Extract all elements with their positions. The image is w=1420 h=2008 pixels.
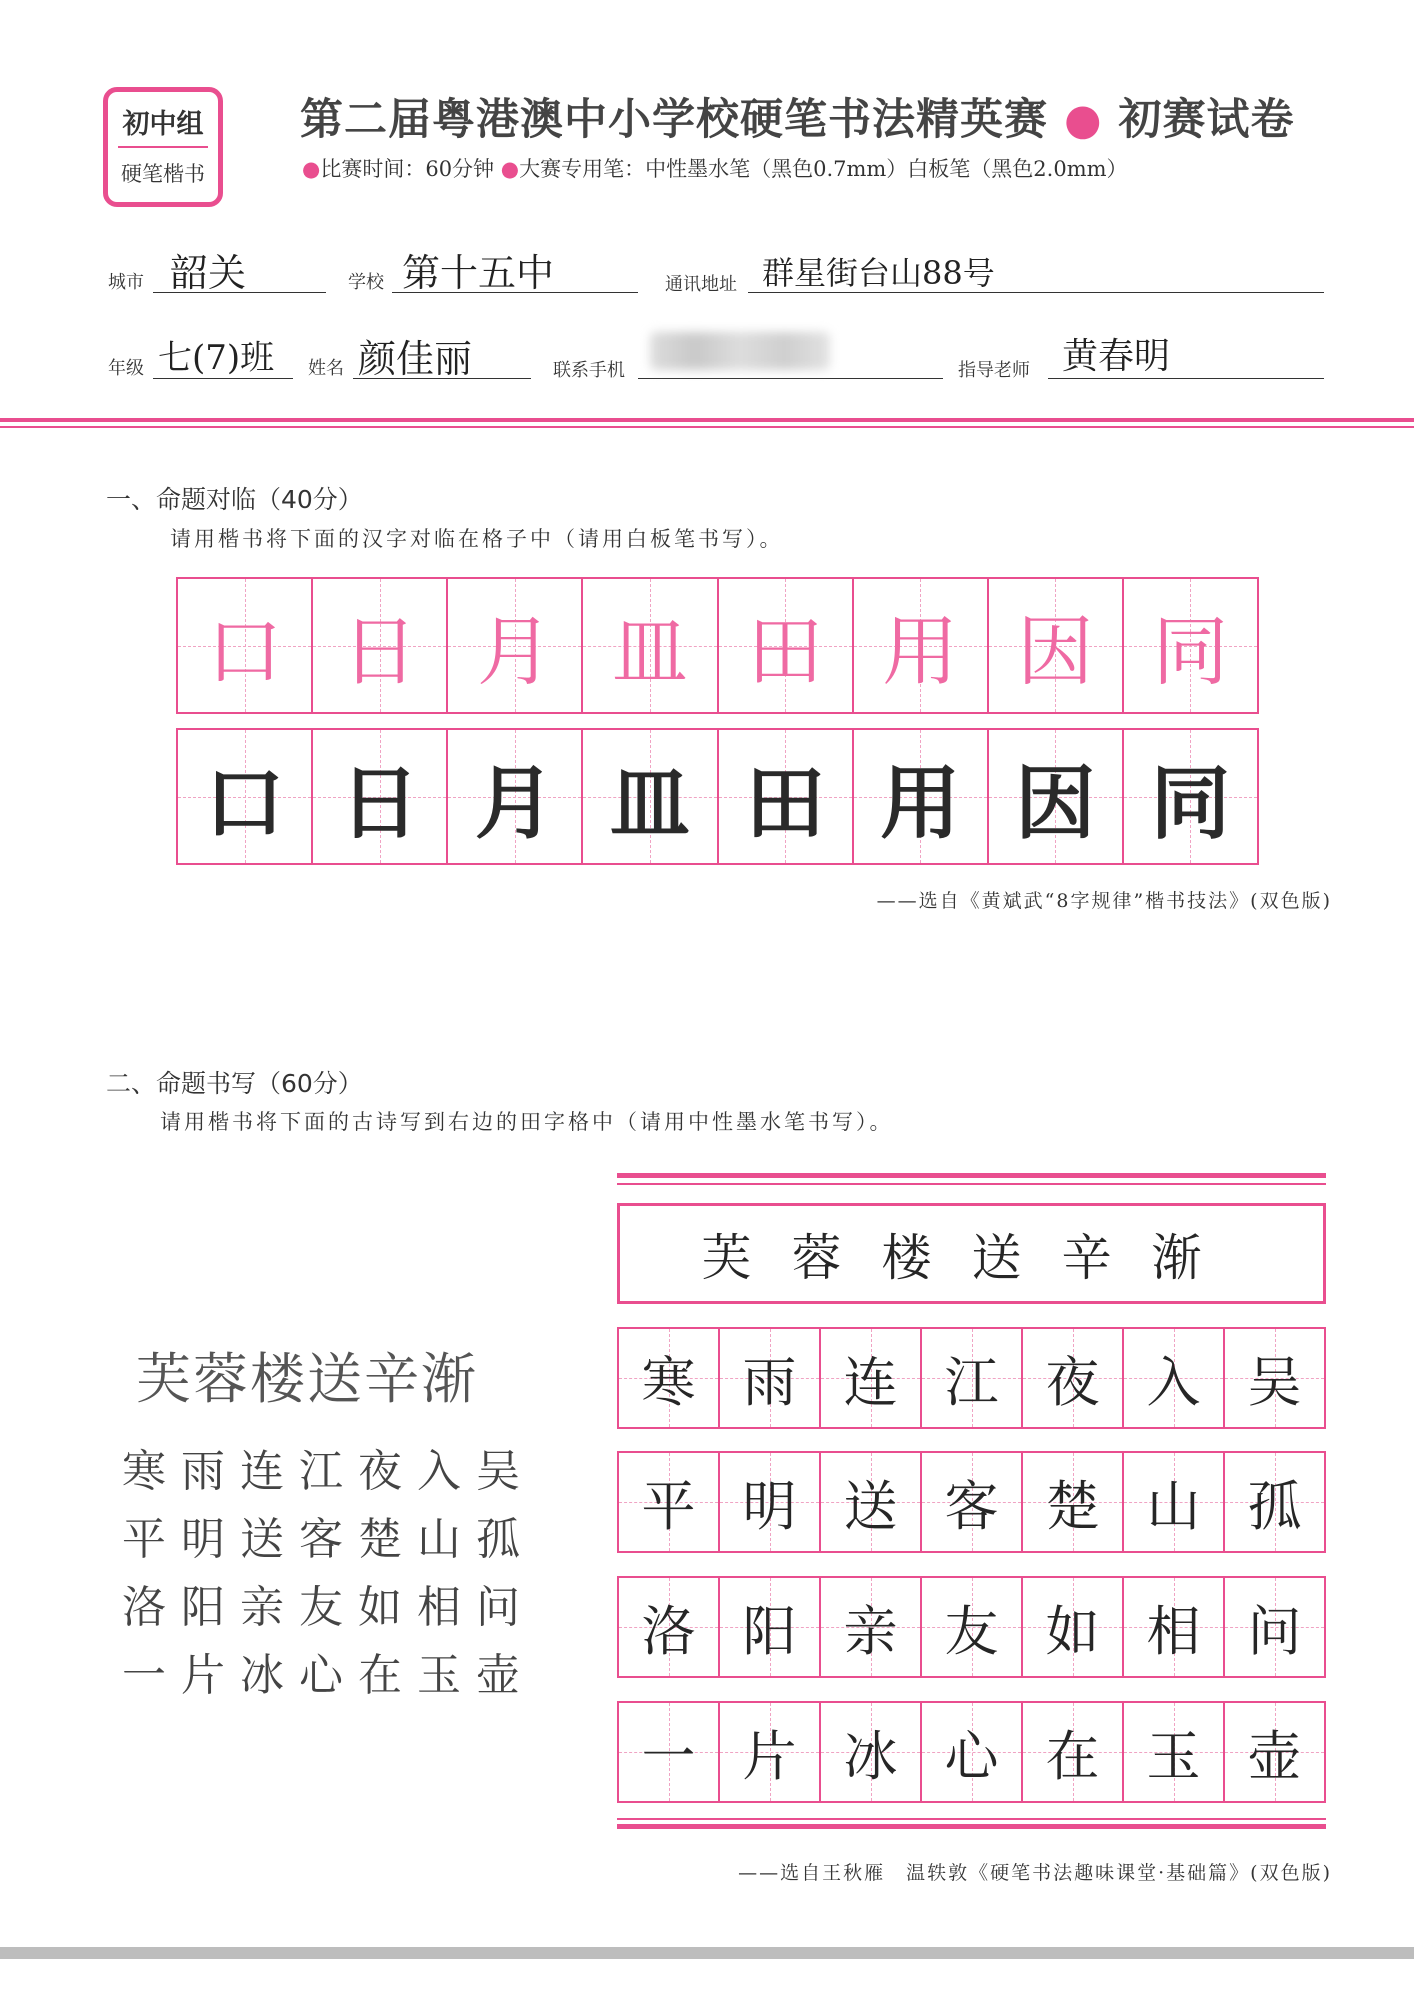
poem-cell[interactable]: [1023, 1453, 1124, 1551]
answer-cell[interactable]: [583, 730, 718, 863]
model-char: 皿: [611, 607, 688, 696]
written-char: 友: [944, 1599, 999, 1663]
poem-cell[interactable]: [922, 1329, 1023, 1427]
written-char: 田: [745, 757, 826, 850]
section1-source: ——选自《黄斌武“8字规律”楷书技法》(双色版): [876, 890, 1332, 912]
footer-bar: [0, 1947, 1414, 1959]
model-char: 口: [206, 607, 283, 696]
written-char: 片: [742, 1724, 797, 1788]
poem-cell[interactable]: [720, 1453, 821, 1551]
answer-cell[interactable]: [719, 730, 854, 863]
poem-line: 一片冰心在玉壶: [122, 1650, 535, 1701]
poem-cell[interactable]: [1225, 1329, 1324, 1427]
poem-cell[interactable]: [720, 1329, 821, 1427]
address-label: 通讯地址: [665, 274, 737, 295]
page-subtitle: [302, 153, 1128, 183]
section1-instruction: 请用楷书将下面的汉字对临在格子中（请用白板笔书写）。: [170, 527, 784, 551]
written-title: 芙蓉楼送辛渐: [701, 1228, 1242, 1287]
poem-cell[interactable]: [922, 1578, 1023, 1676]
city-field[interactable]: 韶关: [170, 251, 247, 295]
title-dot: ●: [1048, 95, 1119, 145]
written-char: 明: [742, 1474, 797, 1538]
written-char: 亲: [843, 1599, 898, 1663]
model-char: 同: [1152, 607, 1229, 696]
poem-cell[interactable]: [1225, 1578, 1324, 1676]
poem-cell[interactable]: [1225, 1453, 1324, 1551]
written-char: 如: [1045, 1599, 1100, 1663]
city-label: 城市: [108, 272, 144, 293]
model-char: 用: [882, 607, 959, 696]
written-char: 用: [880, 757, 961, 850]
written-char: 问: [1247, 1599, 1302, 1663]
grid-bottom-bar-thin: [617, 1818, 1326, 1820]
answer-cell[interactable]: [313, 730, 448, 863]
group-badge: [103, 87, 223, 207]
poem-cell[interactable]: [1124, 1703, 1225, 1801]
model-cell: [583, 579, 718, 712]
poem-cell[interactable]: [1124, 1329, 1225, 1427]
written-char: 日: [339, 757, 420, 850]
written-char: 同: [1150, 757, 1231, 850]
written-title-box[interactable]: [617, 1203, 1326, 1304]
written-char: 阳: [742, 1599, 797, 1663]
page-title: [300, 86, 1294, 147]
poem-cell[interactable]: [1225, 1703, 1324, 1801]
poem-cell[interactable]: [821, 1703, 922, 1801]
poem-line: 洛阳亲友如相问: [122, 1582, 535, 1633]
model-cell: [989, 579, 1124, 712]
written-char: 夜: [1045, 1350, 1100, 1414]
answer-cell[interactable]: [989, 730, 1124, 863]
model-cell: [719, 579, 854, 712]
written-char: 洛: [641, 1599, 696, 1663]
poem-cell[interactable]: [619, 1703, 720, 1801]
poem-cell[interactable]: [821, 1329, 922, 1427]
model-char-row: [176, 577, 1259, 714]
phone-label: 联系手机: [553, 360, 625, 381]
answer-cell[interactable]: [854, 730, 989, 863]
poem-cell[interactable]: [619, 1453, 720, 1551]
poem-cell[interactable]: [821, 1453, 922, 1551]
written-char: 客: [944, 1474, 999, 1538]
poem-cell[interactable]: [1124, 1453, 1225, 1551]
poem-cell[interactable]: [720, 1578, 821, 1676]
bullet-icon: ●: [500, 157, 520, 181]
written-char: 雨: [742, 1350, 797, 1414]
model-cell: [854, 579, 989, 712]
grid-top-bar: [617, 1173, 1326, 1178]
badge-group: 初中组: [122, 109, 204, 140]
answer-cell[interactable]: [178, 730, 313, 863]
bullet-icon: ●: [302, 157, 321, 181]
model-cell: [178, 579, 313, 712]
badge-category: 硬笔楷书: [121, 162, 205, 186]
written-char: 一: [641, 1724, 696, 1788]
written-char: 冰: [843, 1724, 898, 1788]
answer-cell[interactable]: [448, 730, 583, 863]
teacher-label: 指导老师: [958, 360, 1030, 381]
poem-line: 寒雨连江夜入吴: [122, 1446, 535, 1497]
school-label: 学校: [348, 272, 384, 293]
poem-grid-row: [617, 1451, 1326, 1553]
poem-cell[interactable]: [720, 1703, 821, 1801]
model-cell: [313, 579, 448, 712]
grade-field[interactable]: 七(7)班: [158, 338, 275, 378]
subtitle-pen: 大赛专用笔：中性墨水笔（黑色0.7mm）白板笔（黑色2.0mm）: [519, 157, 1128, 181]
teacher-field[interactable]: 黄春明: [1062, 336, 1171, 377]
written-char: 皿: [609, 757, 690, 850]
written-char: 连: [843, 1350, 898, 1414]
written-char: 玉: [1146, 1724, 1201, 1788]
title-suffix: 初赛试卷: [1118, 95, 1295, 145]
poem-grid-row: [617, 1701, 1326, 1803]
badge-divider: [118, 146, 208, 148]
poem-cell[interactable]: [619, 1329, 720, 1427]
school-field[interactable]: 第十五中: [402, 251, 555, 295]
answer-char-row: [176, 728, 1259, 865]
subtitle-time: 比赛时间：60分钟: [320, 157, 495, 181]
written-char: 平: [641, 1474, 696, 1538]
section2-source: ——选自王秋雁 温轶敦《硬笔书法趣味课堂·基础篇》(双色版): [738, 1862, 1332, 1884]
grade-label: 年级: [108, 358, 144, 379]
poem-cell[interactable]: [1124, 1578, 1225, 1676]
written-char: 壶: [1247, 1724, 1302, 1788]
model-char: 日: [341, 607, 418, 696]
header-separator: [0, 418, 1414, 422]
phone-line: [638, 378, 943, 379]
poem-title: 芙蓉楼送辛渐: [136, 1347, 479, 1411]
poem-grid-row: [617, 1327, 1326, 1429]
written-char: 吴: [1247, 1350, 1302, 1414]
grid-bottom-bar: [617, 1824, 1326, 1829]
poem-cell[interactable]: [1023, 1578, 1124, 1676]
model-char: 因: [1017, 607, 1094, 696]
written-char: 入: [1146, 1350, 1201, 1414]
written-char: 江: [944, 1350, 999, 1414]
written-char: 因: [1015, 757, 1096, 850]
written-char: 月: [474, 757, 555, 850]
poem-cell[interactable]: [821, 1578, 922, 1676]
name-field[interactable]: 颜佳丽: [358, 337, 473, 381]
title-main: 第二届粤港澳中小学校硬笔书法精英赛: [300, 95, 1048, 145]
section2-heading: 二、命题书写（60分）: [106, 1069, 363, 1098]
poem-cell[interactable]: [619, 1578, 720, 1676]
model-char: 月: [476, 607, 553, 696]
phone-field-blurred[interactable]: [650, 332, 830, 370]
written-char: 孤: [1247, 1474, 1302, 1538]
address-field[interactable]: 群星街台山88号: [762, 254, 995, 292]
model-cell: [448, 579, 583, 712]
model-cell: [1124, 579, 1257, 712]
poem-cell[interactable]: [1023, 1703, 1124, 1801]
model-char: 田: [747, 607, 824, 696]
written-char: 送: [843, 1474, 898, 1538]
section2-instruction: 请用楷书将下面的古诗写到右边的田字格中（请用中性墨水笔书写）。: [160, 1110, 894, 1134]
poem-cell[interactable]: [922, 1703, 1023, 1801]
poem-cell[interactable]: [922, 1453, 1023, 1551]
written-char: 相: [1146, 1599, 1201, 1663]
grid-top-bar-thin: [617, 1183, 1326, 1185]
written-char: 在: [1045, 1724, 1100, 1788]
written-char: 楚: [1045, 1474, 1100, 1538]
written-char: 口: [204, 757, 285, 850]
section1-heading: 一、命题对临（40分）: [106, 485, 363, 514]
written-char: 山: [1146, 1474, 1201, 1538]
header-separator-thin: [0, 426, 1414, 428]
poem-line: 平明送客楚山孤: [122, 1514, 535, 1565]
answer-cell[interactable]: [1124, 730, 1257, 863]
written-char: 寒: [641, 1350, 696, 1414]
poem-cell[interactable]: [1023, 1329, 1124, 1427]
name-label: 姓名: [308, 358, 344, 379]
written-char: 心: [944, 1724, 999, 1788]
poem-grid-row: [617, 1576, 1326, 1678]
